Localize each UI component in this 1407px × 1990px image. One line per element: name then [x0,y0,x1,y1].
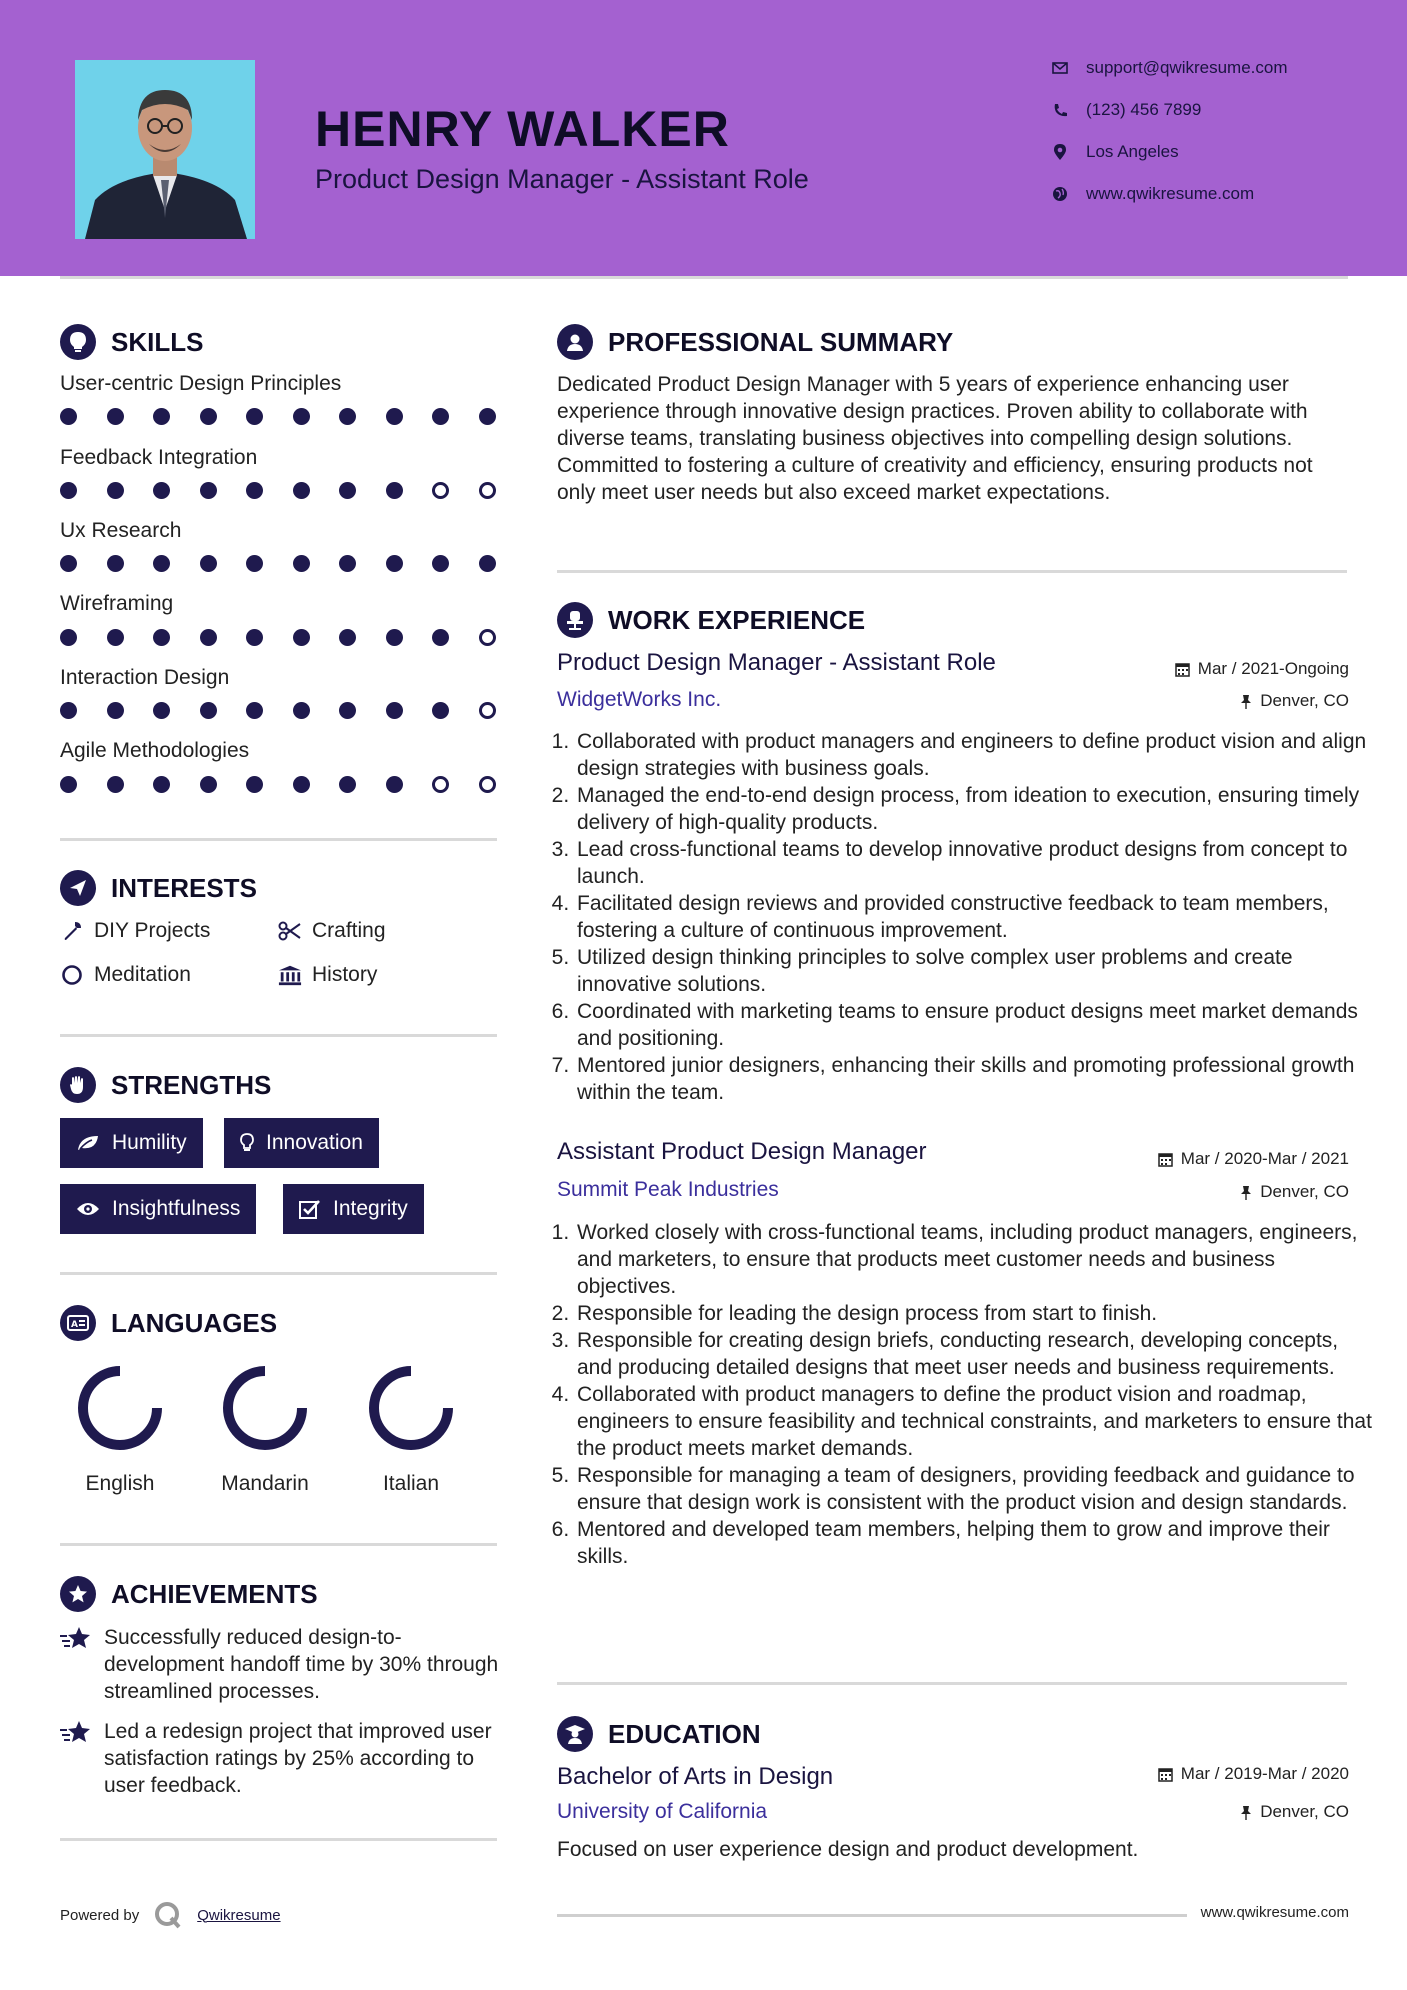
lightbulb-icon [60,324,96,360]
rating-dot-filled [200,408,217,425]
skill-label: Feedback Integration [60,446,258,469]
contact-phone[interactable]: (123) 456 7899 [1050,100,1201,120]
rating-dot-filled [153,629,170,646]
footer-powered: Powered by Qwikresume [60,1900,281,1930]
company-name: WidgetWorks Inc. [557,688,722,711]
language-gauge [65,1358,175,1453]
rating-dot-filled [432,555,449,572]
leaf-icon [76,1134,100,1152]
language-level-arc [83,1371,157,1445]
rating-dot-filled [60,629,77,646]
rating-dot-filled [339,408,356,425]
rating-dot-filled [153,776,170,793]
skill-rating [60,555,525,572]
calendar-icon [1158,1767,1173,1782]
rating-dot-filled [293,776,310,793]
rating-dot-filled [153,555,170,572]
language-label: English [85,1472,155,1495]
job-location: Denver, CO [1240,691,1349,711]
strength-tag: Insightfulness [60,1184,256,1234]
skill-label: Ux Research [60,519,182,542]
education-heading: EDUCATION [557,1716,761,1752]
section-divider [557,1682,1347,1685]
education-description: Focused on user experience design and product development. [557,1838,1139,1861]
rating-dot-filled [293,629,310,646]
star-icon [60,1624,92,1705]
rating-dot-filled [246,629,263,646]
footer-divider [557,1914,1187,1917]
rating-dot-filled [107,482,124,499]
calendar-icon [1175,662,1190,677]
pushpin-icon [1240,694,1252,709]
rating-dot-filled [386,482,403,499]
language-label: Mandarin [221,1472,309,1495]
degree-title: Bachelor of Arts in Design [557,1763,834,1790]
duty-item: 5. Responsible for managing a team of designers, providing feedback and guidance to ensure that design work is consistent with the product vision and design standards. [575,1462,1375,1516]
duty-list [557,728,1375,1106]
footer-url[interactable]: www.qwikresume.com [1200,1904,1349,1921]
bank-icon [278,963,302,987]
rating-dot-filled [479,555,496,572]
section-divider [557,570,1347,573]
calendar-icon [1158,1152,1173,1167]
contact-email[interactable]: support@qwikresume.com [1050,58,1288,78]
resume-header [0,0,1407,276]
rating-dot-filled [107,555,124,572]
rating-dot-filled [386,776,403,793]
rating-dot-filled [153,482,170,499]
rating-dot-filled [339,482,356,499]
school-name: University of California [557,1800,768,1823]
skill-label: Interaction Design [60,666,230,689]
duty-item: 1. Worked closely with cross-functional teams, including product managers, engineers, and marketers, to ensure that products meet customer needs and business objectives. [575,1219,1375,1300]
rating-dot-empty [432,482,449,499]
skill-label: Agile Methodologies [60,739,250,762]
rating-dot-filled [200,482,217,499]
rating-dot-filled [386,555,403,572]
pushpin-icon [1240,1805,1252,1820]
rating-dot-filled [107,629,124,646]
rating-dot-filled [246,776,263,793]
job-title: Assistant Product Design Manager [557,1138,927,1165]
section-divider [60,1543,497,1546]
skill-rating [60,482,525,499]
header-divider [60,276,1348,279]
skill-rating [60,702,525,719]
rating-dot-filled [200,629,217,646]
contact-location: Los Angeles [1050,142,1179,162]
svg-text:A: A [71,1320,78,1330]
duty-item: 2. Responsible for leading the design process from start to finish. [575,1300,1375,1327]
duty-item: 4. Facilitated design reviews and provided constructive feedback to team members, fostering a culture of continuous improvement. [575,890,1375,944]
phone-icon [1050,100,1070,120]
rating-dot-filled [339,702,356,719]
hand-icon [60,1067,96,1103]
interest-item: Crafting [278,919,386,943]
section-divider [60,1034,497,1037]
language-gauge [210,1358,320,1453]
rating-dot-filled [432,408,449,425]
rating-dot-filled [386,702,403,719]
rating-dot-empty [479,776,496,793]
job-date: Mar / 2021-Ongoing [1175,659,1349,679]
wrench-icon [60,919,84,943]
rating-dot-filled [60,776,77,793]
skill-rating [60,776,525,793]
strength-tag: Humility [60,1118,203,1168]
eye-icon [76,1201,100,1217]
interest-item: History [278,963,377,987]
rating-dot-filled [339,776,356,793]
rating-dot-filled [293,555,310,572]
qwikresume-logo-icon [153,1900,183,1930]
candidate-role: Product Design Manager - Assistant Role [315,164,809,194]
achievement-item: Successfully reduced design-to-development handoff time by 30% through streamlined processes. [60,1624,500,1705]
profile-photo [75,60,255,239]
skill-rating [60,629,525,646]
rating-dot-filled [200,555,217,572]
experience-heading: WORK EXPERIENCE [557,602,865,638]
job-title: Product Design Manager - Assistant Role [557,649,996,676]
rating-dot-filled [60,482,77,499]
job-location: Denver, CO [1240,1182,1349,1202]
strength-tag: Innovation [224,1118,379,1168]
globe-icon [1050,184,1070,204]
pushpin-icon [1240,1185,1252,1200]
rating-dot-empty [479,629,496,646]
duty-item: 2. Managed the end-to-end design process, from ideation to execution, ensuring timely delivery of high-quality products. [575,782,1375,836]
rating-dot-filled [432,629,449,646]
rating-dot-filled [107,408,124,425]
skill-label: Wireframing [60,592,174,615]
summary-text: Dedicated Product Design Manager with 5 years of experience enhancing user experience through innovative design practices. Proven ability to collaborate with diverse teams, translating business objectives into compelling design solutions. Committed to fostering a culture of creativity and efficiency, ensuring products not only meet user needs but also exceed market expectations. [557,373,1313,504]
star-icon [60,1718,92,1799]
interest-item: Meditation [60,963,191,987]
star-badge-icon [60,1576,96,1612]
rating-dot-filled [432,702,449,719]
rating-dot-filled [246,408,263,425]
achievement-item: Led a redesign project that improved user satisfaction ratings by 25% according to user feedback. [60,1718,500,1799]
scissors-icon [278,919,302,943]
rating-dot-filled [386,629,403,646]
education-location: Denver, CO [1240,1802,1349,1822]
check-square-icon [299,1199,321,1219]
section-divider [60,1838,497,1841]
rating-dot-empty [432,776,449,793]
duty-item: 3. Responsible for creating design briefs, conducting research, developing concepts, and producing detailed designs that meet user needs and business requirements. [575,1327,1375,1381]
language-gauge [356,1358,466,1453]
job-date: Mar / 2020-Mar / 2021 [1158,1149,1349,1169]
language-level-arc [374,1371,448,1445]
rating-dot-filled [60,555,77,572]
map-pin-icon [1050,142,1070,162]
languages-heading: A LANGUAGES [60,1305,277,1341]
envelope-icon [1050,58,1070,78]
rating-dot-filled [107,702,124,719]
rating-dot-filled [293,702,310,719]
skill-label: User-centric Design Principles [60,372,342,395]
rating-dot-filled [246,555,263,572]
section-divider [60,838,497,841]
user-icon [557,324,593,360]
language-label: Italian [382,1472,440,1495]
strength-tag: Integrity [283,1184,424,1234]
summary-heading: PROFESSIONAL SUMMARY [557,324,953,360]
rating-dot-filled [339,629,356,646]
interests-heading: INTERESTS [60,870,257,906]
company-name: Summit Peak Industries [557,1178,779,1201]
id-card-icon [60,1305,96,1341]
candidate-name: HENRY WALKER [315,101,730,157]
rating-dot-filled [339,555,356,572]
duty-item: 6. Coordinated with marketing teams to ensure product designs meet market demands and positioning. [575,998,1375,1052]
chair-icon [557,602,593,638]
graduate-icon [557,1716,593,1752]
education-date: Mar / 2019-Mar / 2020 [1158,1764,1349,1784]
duty-item: 5. Utilized design thinking principles to solve complex user problems and create innovative solutions. [575,944,1375,998]
circle-icon [60,963,84,987]
strengths-heading: STRENGTHS [60,1067,271,1103]
rating-dot-filled [246,482,263,499]
skill-rating [60,408,525,425]
rating-dot-filled [200,776,217,793]
rating-dot-filled [107,776,124,793]
rating-dot-filled [293,408,310,425]
rating-dot-filled [60,408,77,425]
duty-list [557,1219,1375,1570]
duty-item: 4. Collaborated with product managers to define the product vision and roadmap, engineers to ensure feasibility and technical constraints, and marketers to ensure that the product meets market demands. [575,1381,1375,1462]
interest-item: DIY Projects [60,919,210,943]
achievements-heading: ACHIEVEMENTS [60,1576,318,1612]
rating-dot-empty [479,482,496,499]
rating-dot-filled [153,702,170,719]
rating-dot-filled [386,408,403,425]
rating-dot-filled [246,702,263,719]
duty-item: 7. Mentored junior designers, enhancing their skills and promoting professional growth within the team. [575,1052,1375,1106]
rating-dot-filled [60,702,77,719]
contact-website[interactable]: www.qwikresume.com [1050,184,1254,204]
paper-plane-icon [60,870,96,906]
lightbulb-icon [240,1133,254,1153]
language-level-arc [228,1371,302,1445]
rating-dot-filled [200,702,217,719]
section-divider [60,1272,497,1275]
duty-item: 1. Collaborated with product managers and engineers to define product vision and align design strategies with business goals. [575,728,1375,782]
skills-heading: SKILLS [60,324,203,360]
rating-dot-empty [479,702,496,719]
rating-dot-filled [479,408,496,425]
duty-item: 3. Lead cross-functional teams to develop innovative product designs from concept to launch. [575,836,1375,890]
duty-item: 6. Mentored and developed team members, helping them to grow and improve their skills. [575,1516,1375,1570]
rating-dot-filled [153,408,170,425]
rating-dot-filled [293,482,310,499]
qwikresume-link[interactable]: Qwikresume [197,1906,281,1924]
